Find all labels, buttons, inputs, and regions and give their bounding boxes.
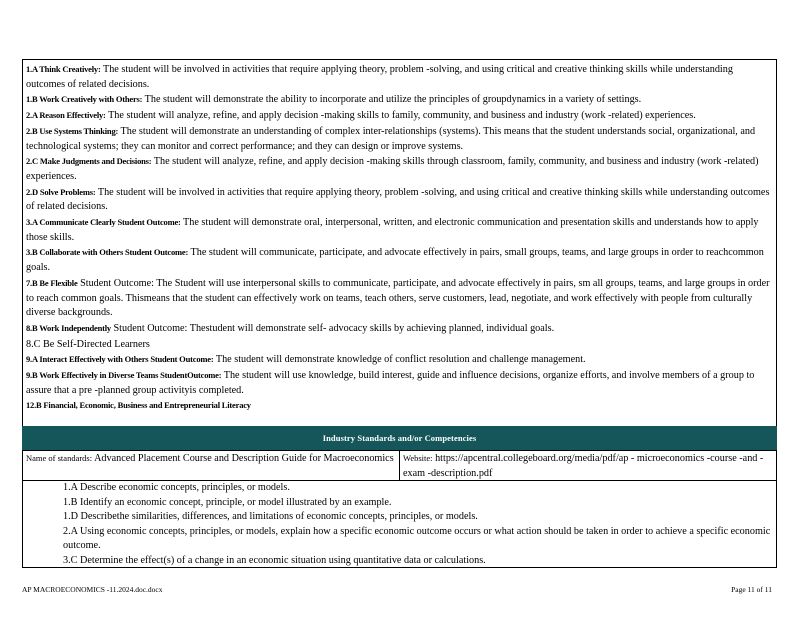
skill-description: The student will demonstrate oral, interpersonal, written, and electronic communication and presentation skills and understands how to apply those skills.	[26, 217, 759, 243]
skill-description: The student will be involved in activities that require applying theory, problem -solving, and using critical and creative thinking skills while understanding outcomes of related decisions.	[26, 64, 733, 90]
skill-description: The student will demonstrate an understanding of complex inter-relationships (systems). This means that the student understands social, organizational, and technological systems; they can monitor and correct performance; and they can design or improve systems.	[26, 125, 756, 152]
standards-table-row	[22, 450, 777, 481]
bullet-icon	[23, 525, 63, 554]
skill-heading: 1.B Work Creatively with Others:	[26, 94, 143, 105]
bullet-icon	[23, 481, 63, 496]
skill-heading: 3.A Communicate Clearly Student Outcome:	[26, 217, 181, 228]
skill-item	[26, 321, 773, 337]
skill-item	[26, 276, 773, 321]
banner-title: Industry Standards and/or Competencies	[322, 433, 477, 443]
list-item	[23, 510, 772, 525]
skill-heading: 9.B Work Effectively in Diverse Teams StudentOutcome:	[26, 370, 222, 381]
list-item-text: 2.A Using economic concepts, principles, or models, explain how a specific economic outcome occurs or what action should be taken in order to achieve a specific economic outcome.	[63, 525, 771, 552]
standards-name-label: Name of standards:	[26, 453, 93, 463]
page-current: 11	[747, 585, 755, 594]
list-item	[23, 481, 772, 496]
footer-page-number	[731, 585, 772, 594]
skills-section	[22, 59, 777, 426]
skill-item	[26, 398, 773, 414]
skill-item	[26, 337, 773, 353]
skill-heading: 3.B Collaborate with Others Student Outcome:	[26, 247, 189, 258]
standards-bullet-list	[22, 481, 777, 568]
skill-heading: 2.C Make Judgments and Decisions:	[26, 156, 152, 167]
page-of-label: of	[756, 585, 763, 594]
skill-item	[26, 245, 773, 275]
section-banner	[22, 426, 777, 450]
skill-description: Student Outcome: The Student will use interpersonal skills to communicate, participate, and advocate effectively in pairs, sm all groups, teams, and large groups in order to reach common goals. Thismeans that the student can effectively work on teams, teach others, serve customers, lead, negotiate, and work effectively with people from culturally diverse backgrounds.	[26, 277, 770, 319]
list-item	[23, 496, 772, 511]
standards-name-cell	[23, 451, 400, 480]
skill-description: The student will analyze, refine, and apply decision -making skills through classroom, family, community, and business and industry (work -related) experiences.	[26, 156, 759, 182]
skill-item	[26, 124, 773, 154]
skill-heading: 2.D Solve Problems:	[26, 186, 96, 197]
skill-description: Student Outcome: Thestudent will demonstrate self- advocacy skills by achieving planned, individual goals.	[113, 322, 555, 334]
list-item	[23, 525, 772, 554]
skill-item	[26, 108, 773, 124]
bullet-icon	[23, 496, 63, 511]
skill-heading: 2.B Use Systems Thinking:	[26, 125, 119, 136]
skill-description: The student will use knowledge, build interest, guide and influence decisions, organize efforts, and involve members of a group to assure that a pre -planned group activityis completed.	[26, 370, 755, 396]
skill-item	[26, 352, 773, 368]
skill-item	[26, 215, 773, 245]
page-label: Page	[731, 585, 746, 594]
page-total: 11	[764, 585, 772, 594]
skill-heading: 1.A Think Creatively:	[26, 64, 101, 74]
skill-heading: 7.B Be Flexible	[26, 277, 78, 288]
list-item-text: 3.C Determine the effect(s) of a change in an economic situation using quantitative data or calculations.	[63, 554, 486, 566]
standards-website-label: Website:	[403, 453, 433, 463]
list-item-text: 1.D Describethe similarities, differences, and limitations of economic concepts, principles, or models.	[63, 511, 478, 523]
list-item	[23, 554, 772, 568]
skill-item	[26, 62, 773, 92]
skill-description: The student will communicate, participate, and advocate effectively in pairs, small groups, teams, and large groups in order to reachcommon goals.	[26, 247, 764, 274]
skill-item	[26, 92, 773, 108]
skill-description: The student will be involved in activities that require applying theory, problem -solving, and using critical and creative thinking skills while understanding outcomes of related decisions.	[26, 186, 770, 213]
standards-website-link[interactable]: https://apcentral.collegeboard.org/media/pdf/ap - microeconomics -course -and -exam -description.pdf	[403, 453, 764, 479]
list-item-text: 1.B Identify an economic concept, principle, or model illustrated by an example.	[63, 496, 392, 508]
skill-description: The student will demonstrate the ability to incorporate and utilize the principles of groupdynamics in a variety of settings.	[144, 94, 642, 106]
skill-item	[26, 185, 773, 215]
skill-description: The student will demonstrate knowledge of conflict resolution and challenge management.	[215, 354, 586, 366]
standards-name-value: Advanced Placement Course and Description Guide for Macroeconomics	[94, 453, 394, 464]
footer-filename: AP MACROECONOMICS -11.2024.doc.docx	[22, 585, 163, 594]
standards-website-cell	[400, 451, 776, 480]
skill-heading: 2.A Reason Effectively:	[26, 110, 106, 121]
skill-description: The student will analyze, refine, and apply decision -making skills to family, community, and business and industry (work -related) experiences.	[108, 110, 696, 122]
skill-heading: 9.A Interact Effectively with Others Student Outcome:	[26, 354, 214, 365]
bullet-icon	[23, 510, 63, 525]
list-item-text: 1.A Describe economic concepts, principles, or models.	[63, 482, 290, 493]
skill-heading: 12.B Financial, Economic, Business and Entrepreneurial Literacy	[26, 400, 251, 411]
skill-heading: 8.B Work Independently	[26, 322, 111, 333]
skill-item	[26, 368, 773, 398]
skill-item	[26, 154, 773, 184]
skill-description: 8.C Be Self-Directed Learners	[26, 338, 150, 350]
bullet-icon	[23, 554, 63, 568]
